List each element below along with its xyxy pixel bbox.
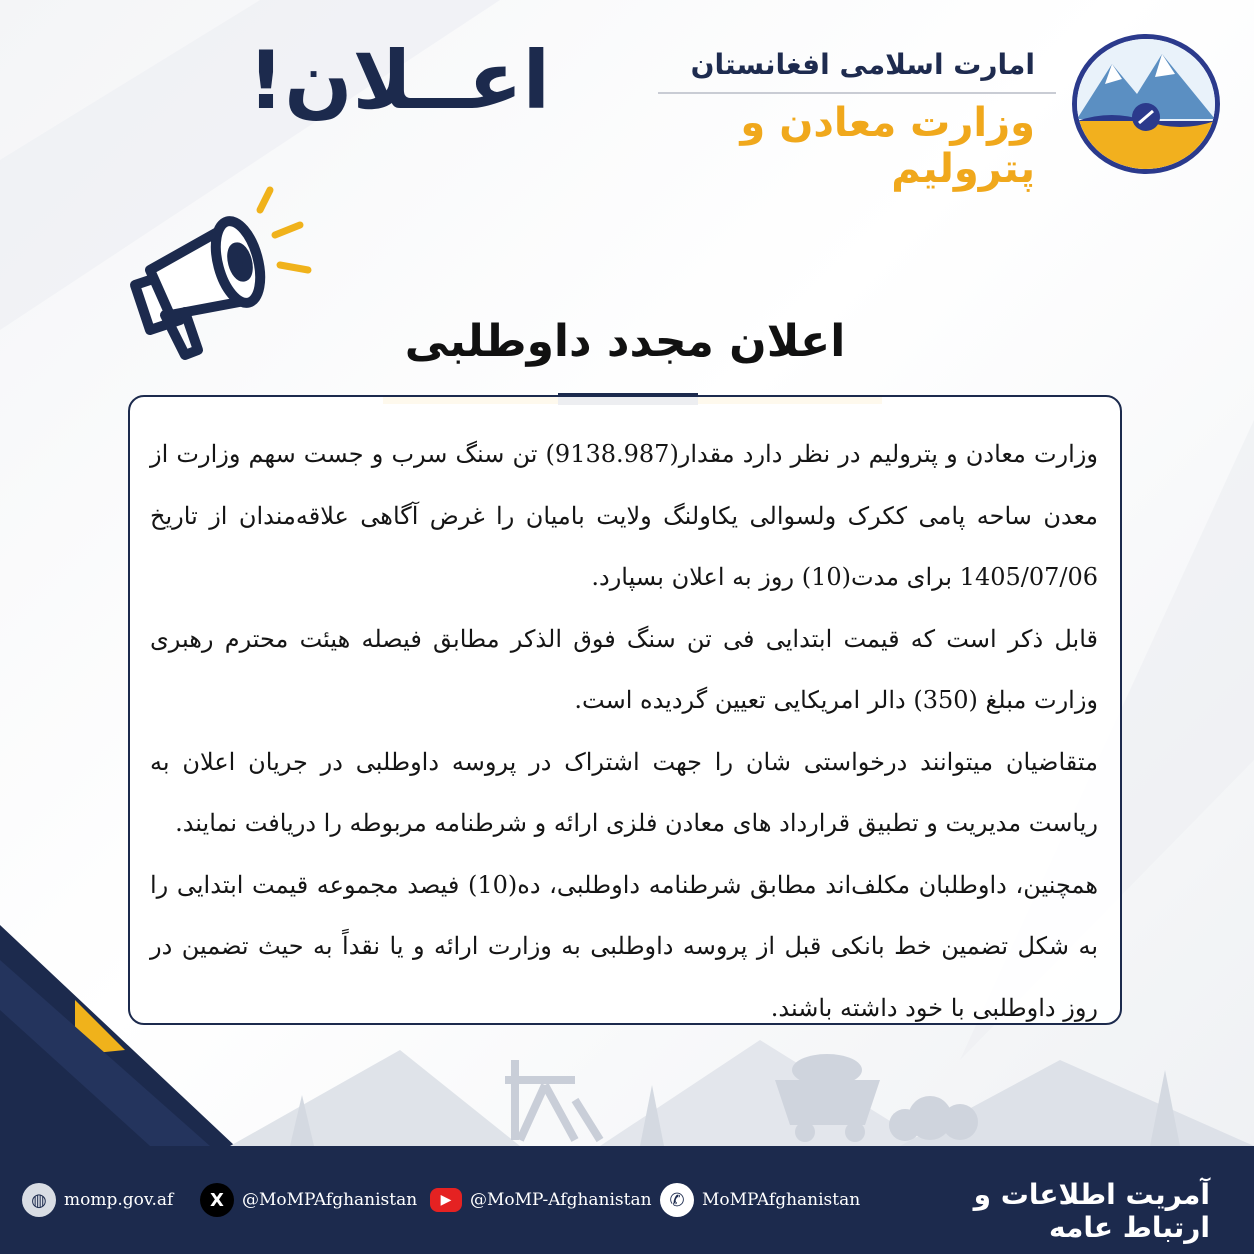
x-icon: X	[200, 1183, 234, 1217]
section-heading: اعلان مجدد داوطلبی	[404, 316, 846, 367]
youtube-link[interactable]	[430, 1182, 652, 1218]
whatsapp-link[interactable]	[660, 1182, 860, 1218]
x-link[interactable]	[200, 1182, 417, 1218]
announcement-title: اعــلان!	[247, 34, 550, 127]
paragraph-quantity: وزارت معادن و پترولیم در نظر دارد مقدار(9138.987) تن سنگ سرب و جست سهم وزارت از معدن ساحه پامی ککرک ولسوالی یکاولنگ ولایت بامیان را غرض آگاهی علاقه‌مندان از تاریخ 1405/07/06 برای مدت(10) روز به اعلان بسپارد.	[150, 440, 1098, 591]
whatsapp-handle: MoMPAfghanistan	[702, 1190, 861, 1210]
youtube-handle: @MoMP-Afghanistan	[470, 1190, 652, 1210]
paragraph-guarantee: همچنین، داوطلبان مکلف‌اند مطابق شرطنامه داوطلبی، ده(10) فیصد مجموعه قیمت ابتدایی را به شکل تضمین خط بانکی قبل از پروسه داوطلبی به وزارت ارائه و یا نقداً به حیث تضمین در روز داوطلبی با خود داشته باشند.	[150, 870, 1098, 1022]
website-link[interactable]	[22, 1182, 173, 1218]
ministry-name: وزارت معادن و پترولیم	[740, 100, 1035, 192]
website-url: momp.gov.af	[64, 1190, 174, 1210]
org-name: امارت اسلامی افغانستان	[690, 48, 1035, 81]
globe-icon: ◍	[22, 1183, 56, 1217]
paragraph-price: قابل ذکر است که قیمت ابتدایی فی تن سنگ فوق الذکر مطابق فیصله هیئت محترم رهبری وزارت مبلغ (350) دالر امریکایی تعیین گردیده است.	[150, 624, 1098, 714]
ministry-logo	[1072, 34, 1220, 174]
announcement-body	[150, 424, 1098, 1039]
youtube-icon: ▶	[430, 1188, 462, 1212]
header-divider	[658, 92, 1056, 94]
footer-department: آمریت اطلاعات و ارتباط عامه	[973, 1178, 1210, 1244]
x-handle: @MoMPAfghanistan	[242, 1190, 418, 1210]
whatsapp-icon: ✆	[660, 1183, 694, 1217]
paragraph-application: متقاضیان میتوانند درخواستی شان را جهت اشتراک در پروسه داوطلبی در جریان اعلان به ریاست مدیریت و تطبیق قرارداد های معادن فلزی ارائه و شرطنامه مربوطه را دریافت نمایند.	[150, 747, 1098, 837]
megaphone-icon	[110, 180, 330, 370]
